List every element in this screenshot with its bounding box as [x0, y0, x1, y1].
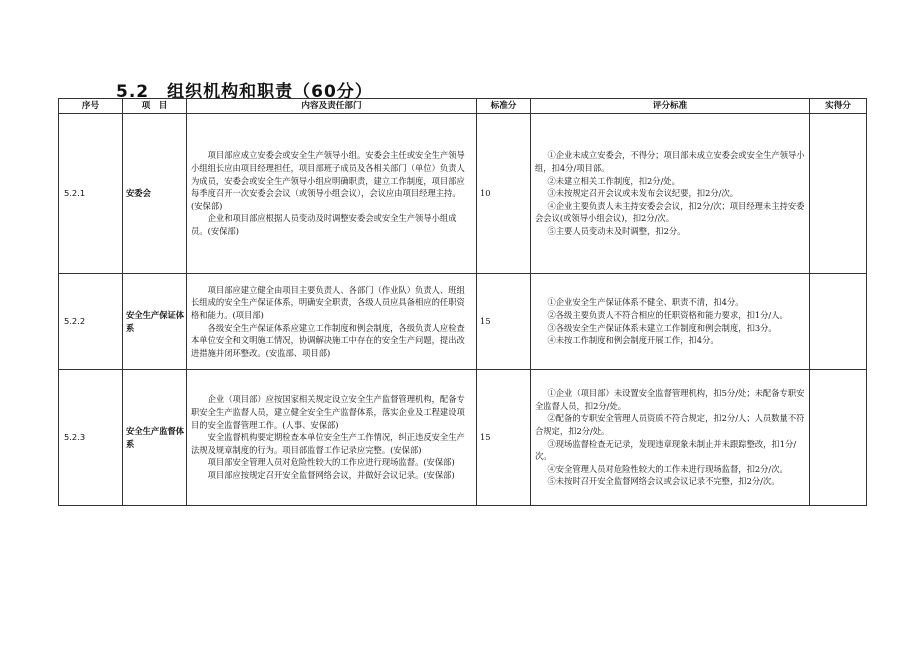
- content-paragraph: 企业和项目部应根据人员变动及时调整安委会或安全生产领导小组成员。(安保部): [191, 213, 457, 236]
- row-number: 5.2.1: [59, 114, 123, 274]
- header-content: 内容及责任部门: [187, 99, 477, 114]
- scoring-table: [58, 98, 867, 506]
- criteria-line: ②配备的专职安全管理人员资质不符合规定，扣2分/人；人员数量不符合规定，扣2分/处。: [535, 413, 805, 436]
- row-content: [187, 370, 477, 506]
- header-row: [59, 99, 867, 114]
- criteria-line: ②各级主要负责人不符合相应的任职资格和能力要求，扣1分/人。: [547, 309, 788, 320]
- content-paragraph: 项目部应按规定召开安全监督网络会议，并做好会议记录。(安保部): [207, 469, 455, 480]
- criteria-line: ④安全管理人员对危险性较大的工作未进行现场监督，扣2分/次。: [547, 463, 788, 474]
- criteria-line: ③现场监督检查无记录，发现违章现象未制止并未跟踪整改，扣1分/次。: [535, 438, 797, 462]
- content-paragraph: 安全监督机构要定期检查本单位安全生产工作情况，纠正违反安全生产法规及规章制度的行为。项目部监督工作记录应完整。(安保部): [191, 432, 465, 455]
- row-actual-score: [810, 274, 867, 370]
- table-row: [59, 114, 867, 274]
- header-criteria: 评分标准: [531, 99, 810, 114]
- header-item: 项 目: [123, 99, 187, 114]
- row-criteria: [531, 274, 810, 370]
- row-number: 5.2.2: [59, 274, 123, 370]
- criteria-line: ⑤主要人员变动未及时调整，扣2分。: [547, 225, 686, 236]
- criteria-line: ④未按工作制度和例会制度开展工作，扣4分。: [547, 335, 719, 346]
- header-actual: 实得分: [810, 99, 867, 114]
- criteria-line: ③各级安全生产保证体系未建立工作制度和例会制度，扣3分。: [547, 322, 777, 333]
- row-item: 安委会: [123, 114, 187, 274]
- row-score: 15: [477, 370, 531, 506]
- criteria-line: ①企业（项目部）未设置安全监督管理机构，扣5分/处；未配备专职安全监督人员，扣2分/处。: [535, 388, 805, 411]
- row-criteria: [531, 114, 810, 274]
- content-paragraph: 项目部应成立安委会或安全生产领导小组。安委会主任或安全生产领导小组组长应由项目经理担任，项目部班子成员及各相关部门（单位）负责人为成员，安委会或安全生产领导小组应明确职责，建立工作制度，项目部应每季度召开一次安委会会议（或领导小组会议），会议应由项目经理主持。(安保部): [191, 150, 465, 211]
- row-actual-score: [810, 114, 867, 274]
- row-criteria: [531, 370, 810, 506]
- content-paragraph: 各级安全生产保证体系应建立工作制度和例会制度，各级负责人应检查本单位安全和文明施工情况，协调解决施工中存在的安全生产问题，提出改进措施并闭环整改。(安监部、项目部): [191, 322, 465, 358]
- content-paragraph: 企业（项目部）应按国家相关规定设立安全生产监督管理机构，配备专职安全生产监督人员，建立健全安全生产监督体系，落实企业及工程建设项目的安全监督管理工作。(人事、安保部): [191, 394, 465, 430]
- table-row: [59, 274, 867, 370]
- row-item: 安全生产监督体系: [123, 370, 187, 506]
- row-content: [187, 274, 477, 370]
- criteria-line: ⑤未按时召开安全监督网络会议或会议记录不完整，扣2分/次。: [547, 476, 780, 487]
- criteria-line: ①企业未成立安委会，不得分；项目部未成立安委会或安全生产领导小组，扣4分/项目部。: [535, 150, 805, 174]
- row-content: [187, 114, 477, 274]
- criteria-line: ④企业主要负责人未主持安委会会议，扣2分/次；项目经理未主持安委会会议(或领导小组会议)，扣2分/次。: [535, 200, 805, 224]
- row-actual-score: [810, 370, 867, 506]
- section-title: 5.2 组织机构和职责（60分）: [116, 82, 373, 102]
- criteria-line: ③未按规定召开会议或未发布会议纪要，扣2分/次。: [547, 188, 739, 199]
- criteria-line: ①企业安全生产保证体系不健全、职责不清，扣4分。: [547, 297, 744, 308]
- content-paragraph: 项目部安全管理人员对危险性较大的工作应进行现场监督。(安保部): [207, 457, 455, 468]
- header-no: 序号: [59, 99, 123, 114]
- table-row: [59, 370, 867, 506]
- header-score: 标准分: [477, 99, 531, 114]
- row-item: 安全生产保证体系: [123, 274, 187, 370]
- row-score: 15: [477, 274, 531, 370]
- row-number: 5.2.3: [59, 370, 123, 506]
- row-score: 10: [477, 114, 531, 274]
- criteria-line: ②未建立相关工作制度，扣2分/处。: [547, 175, 680, 186]
- content-paragraph: 项目部应建立健全由项目主要负责人、各部门（作业队）负责人、班组长组成的安全生产保证体系，明确安全职责，各级人员应具备相应的任职资格和能力。(项目部): [191, 284, 465, 320]
